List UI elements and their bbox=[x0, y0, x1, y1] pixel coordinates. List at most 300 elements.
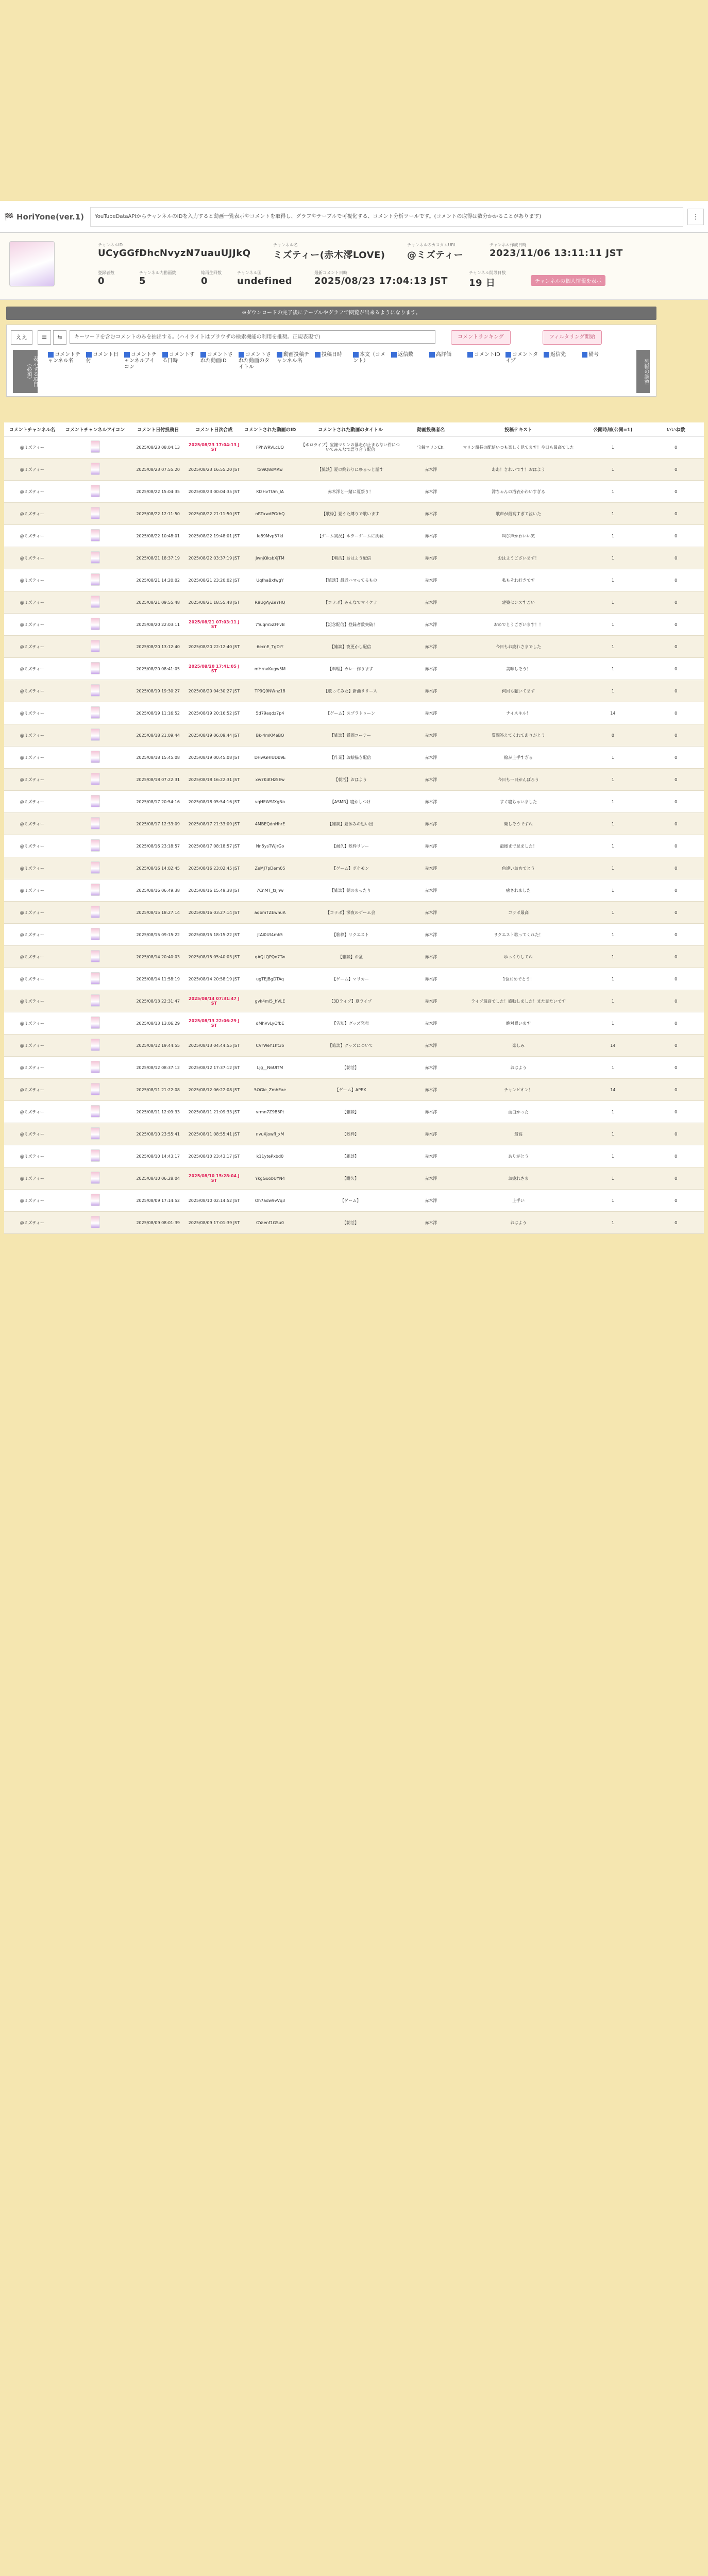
cell-likes: 0 bbox=[648, 1012, 704, 1035]
channel-avatar-icon bbox=[91, 1083, 100, 1095]
column-header[interactable]: コメント日次合成 bbox=[186, 422, 242, 436]
cell-channel-icon bbox=[60, 547, 130, 569]
checkbox-checked-icon[interactable] bbox=[86, 352, 92, 358]
cell-comment-date: 2025/08/14 11:58:19 bbox=[130, 968, 186, 990]
cell-video-title[interactable]: 【記念配信】登録者数突破！ bbox=[298, 614, 403, 636]
cell-channel-name[interactable]: @ミズティー bbox=[4, 614, 60, 636]
cell-comment-date: 2025/08/21 09:55:48 bbox=[130, 591, 186, 614]
channel-name-stat: チャンネル名 ミズティー(赤木澪LOVE) bbox=[273, 243, 385, 261]
cell-channel-name[interactable]: @ミズティー bbox=[4, 1012, 60, 1035]
cell-video-title[interactable]: 【歌枠】 bbox=[298, 1123, 403, 1145]
cell-video-title[interactable]: 【朝活】 bbox=[298, 1057, 403, 1079]
table-row bbox=[4, 1212, 704, 1234]
channel-avatar-icon bbox=[91, 507, 100, 519]
channel-avatar-icon bbox=[91, 662, 100, 674]
cell-published: 1 bbox=[578, 924, 648, 946]
channel-avatar-icon bbox=[91, 463, 100, 475]
cell-channel-icon bbox=[60, 1057, 130, 1079]
cell-video-title[interactable]: 【作業】お絵描き配信 bbox=[298, 747, 403, 769]
cell-comment-datetime: 2025/08/16 15:49:38 JST bbox=[186, 879, 242, 902]
cell-video-author: 赤木澪 bbox=[403, 924, 459, 946]
app-header bbox=[0, 201, 708, 233]
column-header[interactable]: 動画投稿者名 bbox=[403, 422, 459, 436]
cell-video-id[interactable]: vqHEWSfXgNo bbox=[242, 791, 298, 813]
table-row bbox=[4, 835, 704, 857]
cell-video-id[interactable]: nRTxwdPGrhQ bbox=[242, 503, 298, 525]
cell-comment-datetime: 2025/08/12 17:37:12 JST bbox=[186, 1057, 242, 1079]
cell-channel-name[interactable]: @ミズティー bbox=[4, 481, 60, 503]
download-notice: ※ダウンロードの完了後にテーブルやグラフで閲覧が出来るようになります。 bbox=[6, 307, 656, 320]
cell-video-id[interactable]: Bk-4mKMeBQ bbox=[242, 724, 298, 747]
cell-video-author: 赤木澪 bbox=[403, 680, 459, 702]
cell-likes: 0 bbox=[648, 835, 704, 857]
cell-video-title[interactable]: 【告知】グッズ発売 bbox=[298, 1012, 403, 1035]
checkbox-checked-icon[interactable] bbox=[124, 352, 130, 358]
channel-avatar-icon bbox=[91, 773, 100, 785]
cell-video-id[interactable]: OYaenf1GSu0 bbox=[242, 1212, 298, 1234]
cell-comment-text: 楽しそうですね bbox=[459, 813, 578, 835]
cell-video-author: 赤木澪 bbox=[403, 1212, 459, 1234]
show-private-info-button[interactable]: チャンネルの個人情報を表示 bbox=[531, 275, 605, 286]
cell-video-title[interactable]: 【雑談】朝のまったり bbox=[298, 879, 403, 902]
column-header[interactable]: コメント日付投稿日 bbox=[130, 422, 186, 436]
cell-likes: 0 bbox=[648, 902, 704, 924]
cell-channel-icon bbox=[60, 591, 130, 614]
cell-comment-date: 2025/08/16 14:02:45 bbox=[130, 857, 186, 879]
cell-video-author: 赤木澪 bbox=[403, 791, 459, 813]
checkbox-checked-icon[interactable] bbox=[391, 352, 397, 358]
cell-video-author: 赤木澪 bbox=[403, 1167, 459, 1190]
cell-comment-text: 1位おめでとう！ bbox=[459, 968, 578, 990]
cell-comment-text: 建築センスすごい bbox=[459, 591, 578, 614]
checkbox-checked-icon[interactable] bbox=[200, 352, 206, 358]
cell-video-id[interactable]: Ie89Mvp57ki bbox=[242, 525, 298, 547]
cell-channel-icon bbox=[60, 813, 130, 835]
cell-channel-icon bbox=[60, 924, 130, 946]
channel-avatar bbox=[9, 241, 55, 286]
cell-channel-name[interactable]: @ミズティー bbox=[4, 1057, 60, 1079]
cell-video-id[interactable]: Oh7adw9vVq3 bbox=[242, 1190, 298, 1212]
checkbox-checked-icon[interactable] bbox=[239, 352, 244, 358]
cell-video-id[interactable]: aqbmTZEwhuA bbox=[242, 902, 298, 924]
cell-video-title[interactable]: 【ゲーム実況】ホラーゲームに挑戦 bbox=[298, 525, 403, 547]
cell-comment-datetime: 2025/08/13 22:06:29 JST bbox=[186, 1012, 242, 1035]
channel-avatar-icon bbox=[91, 640, 100, 652]
display-item-checkbox[interactable] bbox=[467, 352, 502, 358]
cell-channel-name[interactable]: @ミズティー bbox=[4, 525, 60, 547]
cell-video-id[interactable]: 5OGie_ZmhEae bbox=[242, 1079, 298, 1101]
start-filter-button[interactable]: フィルタリング開始 bbox=[543, 330, 602, 345]
channel-avatar-icon bbox=[91, 596, 100, 608]
checkbox-label: 返信数 bbox=[398, 352, 413, 358]
cell-video-id[interactable]: Kl2HvTUm_lA bbox=[242, 481, 298, 503]
cell-published: 1 bbox=[578, 680, 648, 702]
cell-video-id[interactable]: UqfhaBxfwgY bbox=[242, 569, 298, 591]
table-row bbox=[4, 569, 704, 591]
checkbox-checked-icon[interactable] bbox=[277, 352, 282, 358]
cell-comment-text: 澪ちゃんの浴衣かわいすぎる bbox=[459, 481, 578, 503]
cell-comment-datetime: 2025/08/13 04:44:55 JST bbox=[186, 1035, 242, 1057]
cell-video-author: 赤木澪 bbox=[403, 1035, 459, 1057]
column-header[interactable]: いいね数 bbox=[648, 422, 704, 436]
cell-comment-text: お疲れさま bbox=[459, 1167, 578, 1190]
cell-comment-datetime: 2025/08/21 23:20:02 JST bbox=[186, 569, 242, 591]
cell-channel-name[interactable]: @ミズティー bbox=[4, 924, 60, 946]
cell-channel-name[interactable]: @ミズティー bbox=[4, 747, 60, 769]
cell-video-author: 赤木澪 bbox=[403, 459, 459, 481]
cell-comment-datetime: 2025/08/20 04:30:27 JST bbox=[186, 680, 242, 702]
cell-video-title[interactable]: 【コラボ】みんなでマイクラ bbox=[298, 591, 403, 614]
cell-channel-name[interactable]: @ミズティー bbox=[4, 1079, 60, 1101]
cell-video-title[interactable]: 【雑談】夏の終わりにゆるっと話す bbox=[298, 459, 403, 481]
cell-channel-name[interactable]: @ミズティー bbox=[4, 902, 60, 924]
cell-channel-name[interactable]: @ミズティー bbox=[4, 636, 60, 658]
channel-avatar-icon bbox=[91, 1105, 100, 1117]
cell-video-id[interactable]: dMhVvLyOfbE bbox=[242, 1012, 298, 1035]
cell-video-id[interactable]: tx9iQ8sMAw bbox=[242, 459, 298, 481]
cell-channel-name[interactable]: @ミズティー bbox=[4, 658, 60, 680]
cell-channel-icon bbox=[60, 702, 130, 724]
list-icon[interactable]: ☰ bbox=[38, 330, 51, 345]
cell-video-title[interactable]: 【3Dライブ】夏ライブ bbox=[298, 990, 403, 1012]
cell-published: 1 bbox=[578, 769, 648, 791]
views-stat: 総再生回数 0 bbox=[201, 270, 222, 286]
cell-comment-date: 2025/08/15 09:15:22 bbox=[130, 924, 186, 946]
cell-channel-name[interactable]: @ミズティー bbox=[4, 1212, 60, 1234]
cell-video-title[interactable]: 【歌枠】リクエスト bbox=[298, 924, 403, 946]
cell-video-title[interactable]: 【雑談】夏休みの思い出 bbox=[298, 813, 403, 835]
cell-video-title[interactable]: 【朝活】 bbox=[298, 1212, 403, 1234]
cell-likes: 0 bbox=[648, 569, 704, 591]
cell-video-id[interactable]: CVrWeY1ht3o bbox=[242, 1035, 298, 1057]
cell-comment-datetime: 2025/08/18 16:22:31 JST bbox=[186, 769, 242, 791]
checkbox-checked-icon[interactable] bbox=[582, 352, 587, 358]
channel-avatar-icon bbox=[91, 1061, 100, 1073]
checkbox-checked-icon[interactable] bbox=[505, 352, 511, 358]
cell-channel-name[interactable]: @ミズティー bbox=[4, 680, 60, 702]
checkbox-checked-icon[interactable] bbox=[467, 352, 473, 358]
cell-video-id[interactable]: 7CnMT_fzjhw bbox=[242, 879, 298, 902]
cell-likes: 0 bbox=[648, 481, 704, 503]
channel-avatar-icon bbox=[91, 529, 100, 541]
cell-published: 1 bbox=[578, 436, 648, 459]
table-body bbox=[4, 436, 704, 1234]
cell-channel-name[interactable]: @ミズティー bbox=[4, 1123, 60, 1145]
cell-likes: 0 bbox=[648, 1145, 704, 1167]
cell-channel-icon bbox=[60, 835, 130, 857]
table-row bbox=[4, 525, 704, 547]
cell-comment-text: 上手い bbox=[459, 1190, 578, 1212]
cell-likes: 0 bbox=[648, 1212, 704, 1234]
checkbox-checked-icon[interactable] bbox=[162, 352, 168, 358]
cell-video-title[interactable]: 【ホロライブ】宝鐘マリンの暴走が止まらない件についてみんなで語り合う配信 bbox=[298, 436, 403, 459]
cell-comment-datetime: 2025/08/11 08:55:41 JST bbox=[186, 1123, 242, 1145]
cell-published: 1 bbox=[578, 658, 648, 680]
cell-video-id[interactable]: Ljg__N6UlTM bbox=[242, 1057, 298, 1079]
cell-likes: 0 bbox=[648, 769, 704, 791]
channel-avatar-icon bbox=[91, 706, 100, 719]
cell-likes: 0 bbox=[648, 547, 704, 569]
cell-channel-name[interactable]: @ミズティー bbox=[4, 459, 60, 481]
table-row bbox=[4, 747, 704, 769]
cell-channel-name[interactable]: @ミズティー bbox=[4, 569, 60, 591]
cell-channel-icon bbox=[60, 968, 130, 990]
display-item-checkbox[interactable] bbox=[353, 352, 388, 364]
display-item-checkbox[interactable] bbox=[582, 352, 617, 358]
cell-channel-icon bbox=[60, 1190, 130, 1212]
cell-channel-name[interactable]: @ミズティー bbox=[4, 813, 60, 835]
cell-video-id[interactable]: 6ecnE_TgDiY bbox=[242, 636, 298, 658]
cell-channel-name[interactable]: @ミズティー bbox=[4, 1167, 60, 1190]
cell-video-title[interactable]: 【雑談】夜更かし配信 bbox=[298, 636, 403, 658]
table-row bbox=[4, 1101, 704, 1123]
cell-video-author: 赤木澪 bbox=[403, 879, 459, 902]
cell-video-id[interactable]: xw7KdtHz5Ew bbox=[242, 769, 298, 791]
channel-created-value: 2023/11/06 13:11:11 JST bbox=[490, 248, 623, 259]
search-input[interactable]: キーワードを含むコメントのみを抽出する。(ハイライトはブラウザの検索機能の利用を推奨。正規表現で) bbox=[70, 330, 435, 344]
cell-video-author: 赤木澪 bbox=[403, 525, 459, 547]
menu-icon[interactable]: ⋮ bbox=[687, 209, 704, 225]
cell-comment-datetime: 2025/08/16 23:02:45 JST bbox=[186, 857, 242, 879]
cell-video-title[interactable]: 【耐久】歌枠リレー bbox=[298, 835, 403, 857]
column-header[interactable]: コメントチャンネルアイコン bbox=[60, 422, 130, 436]
cell-channel-name[interactable]: @ミズティー bbox=[4, 591, 60, 614]
cell-published: 1 bbox=[578, 902, 648, 924]
cell-channel-name[interactable]: @ミズティー bbox=[4, 702, 60, 724]
cell-comment-datetime: 2025/08/10 02:14:52 JST bbox=[186, 1190, 242, 1212]
channel-avatar-icon bbox=[91, 994, 100, 1007]
cell-video-id[interactable]: jtAi0Ut4mk5 bbox=[242, 924, 298, 946]
cell-comment-text: 絶対買います bbox=[459, 1012, 578, 1035]
cell-channel-icon bbox=[60, 636, 130, 658]
cell-channel-name[interactable]: @ミズティー bbox=[4, 990, 60, 1012]
cell-channel-name[interactable]: @ミズティー bbox=[4, 879, 60, 902]
cell-channel-name[interactable]: @ミズティー bbox=[4, 503, 60, 525]
cell-video-title[interactable]: 【ASMR】寝かしつけ bbox=[298, 791, 403, 813]
checkbox-label: 高評価 bbox=[436, 352, 451, 358]
cell-channel-name[interactable]: @ミズティー bbox=[4, 946, 60, 968]
cell-video-id[interactable]: YkgGuobUYN4 bbox=[242, 1167, 298, 1190]
display-item-checkbox[interactable] bbox=[429, 352, 464, 358]
display-item-checkbox[interactable] bbox=[391, 352, 426, 358]
cell-channel-name[interactable]: @ミズティー bbox=[4, 1035, 60, 1057]
cell-channel-icon bbox=[60, 481, 130, 503]
table-row bbox=[4, 1035, 704, 1057]
cell-comment-text: ナイスキル！ bbox=[459, 702, 578, 724]
table-row bbox=[4, 724, 704, 747]
cell-published: 1 bbox=[578, 990, 648, 1012]
cell-comment-date: 2025/08/12 19:44:55 bbox=[130, 1035, 186, 1057]
cell-comment-datetime: 2025/08/09 17:01:39 JST bbox=[186, 1212, 242, 1234]
table-row bbox=[4, 1145, 704, 1167]
cell-video-author: 赤木澪 bbox=[403, 902, 459, 924]
cell-video-title[interactable]: 【ゲーム】マリカー bbox=[298, 968, 403, 990]
cell-video-title[interactable]: 【ゲーム】スプラトゥーン bbox=[298, 702, 403, 724]
cell-channel-name[interactable]: @ミズティー bbox=[4, 436, 60, 459]
cell-video-title[interactable]: 【雑談】 bbox=[298, 1101, 403, 1123]
cell-channel-icon bbox=[60, 614, 130, 636]
cell-video-title[interactable]: 【雑談】グッズについて bbox=[298, 1035, 403, 1057]
cell-comment-date: 2025/08/10 14:43:17 bbox=[130, 1145, 186, 1167]
cell-comment-date: 2025/08/22 12:11:50 bbox=[130, 503, 186, 525]
comment-ranking-button[interactable]: コメントランキング bbox=[451, 330, 511, 345]
cell-channel-icon bbox=[60, 1212, 130, 1234]
cell-video-title[interactable]: 【ゲーム】APEX bbox=[298, 1079, 403, 1101]
checkbox-label: コメントする日時 bbox=[162, 352, 195, 364]
display-item-checkbox[interactable] bbox=[544, 352, 579, 358]
table-row bbox=[4, 1057, 704, 1079]
table-row bbox=[4, 658, 704, 680]
checkbox-label: コメントチャンネル名 bbox=[48, 352, 80, 364]
checkbox-label: コメントされた動画のタイトル bbox=[239, 352, 271, 370]
cell-channel-icon bbox=[60, 525, 130, 547]
cell-video-title[interactable]: 【朝活】おはよう配信 bbox=[298, 547, 403, 569]
display-item-checkbox[interactable] bbox=[505, 352, 541, 364]
channel-avatar-icon bbox=[91, 1216, 100, 1228]
cell-channel-name[interactable]: @ミズティー bbox=[4, 724, 60, 747]
display-item-checkbox[interactable] bbox=[200, 352, 235, 364]
column-header[interactable]: コメントチャンネル名 bbox=[4, 422, 60, 436]
checkbox-checked-icon[interactable] bbox=[353, 352, 359, 358]
cell-channel-name[interactable]: @ミズティー bbox=[4, 835, 60, 857]
cell-video-id[interactable]: FPhWRVLcUQ bbox=[242, 436, 298, 459]
cell-video-title[interactable]: 【歌ってみた】新曲リリース bbox=[298, 680, 403, 702]
cell-video-title[interactable]: 【雑談】お盆 bbox=[298, 946, 403, 968]
cell-video-id[interactable]: JwnjQksbXjTM bbox=[242, 547, 298, 569]
display-item-checkbox[interactable] bbox=[315, 352, 350, 358]
checkbox-checked-icon[interactable] bbox=[48, 352, 54, 358]
cell-video-title[interactable]: 【歌枠】夏うた縛りで歌います bbox=[298, 503, 403, 525]
cell-video-title[interactable]: 【雑談】 bbox=[298, 1145, 403, 1167]
cell-video-title[interactable]: 【コラボ】深夜のゲーム会 bbox=[298, 902, 403, 924]
cell-video-id[interactable]: mHrnvKugw5M bbox=[242, 658, 298, 680]
cell-comment-text: 歌声が最高すぎて泣いた bbox=[459, 503, 578, 525]
display-item-checkbox[interactable] bbox=[48, 352, 83, 364]
cell-channel-name[interactable]: @ミズティー bbox=[4, 547, 60, 569]
cell-video-title[interactable]: 【耐久】 bbox=[298, 1167, 403, 1190]
cell-video-id[interactable]: 5d79aqdz7p4 bbox=[242, 702, 298, 724]
cell-video-title[interactable]: 【雑談】最近ハマってるもの bbox=[298, 569, 403, 591]
cell-video-id[interactable]: Nn5ysTWJrGo bbox=[242, 835, 298, 857]
cell-channel-name[interactable]: @ミズティー bbox=[4, 769, 60, 791]
channel-avatar-icon bbox=[91, 1172, 100, 1184]
cell-channel-name[interactable]: @ミズティー bbox=[4, 791, 60, 813]
cell-published: 1 bbox=[578, 835, 648, 857]
cell-channel-icon bbox=[60, 902, 130, 924]
table-row bbox=[4, 503, 704, 525]
channel-avatar-icon bbox=[91, 928, 100, 940]
cell-video-id[interactable]: 7Yuqm5ZFFvB bbox=[242, 614, 298, 636]
checkbox-label: 動画投稿チャンネル名 bbox=[277, 352, 309, 364]
display-item-checkbox[interactable] bbox=[239, 352, 274, 370]
cell-video-title[interactable]: 【雑談】質問コーナー bbox=[298, 724, 403, 747]
cell-comment-date: 2025/08/21 14:20:02 bbox=[130, 569, 186, 591]
cell-comment-text: チャンピオン！ bbox=[459, 1079, 578, 1101]
cell-video-author: 赤木澪 bbox=[403, 1145, 459, 1167]
table-row bbox=[4, 968, 704, 990]
checkbox-checked-icon[interactable] bbox=[544, 352, 549, 358]
cell-video-id[interactable]: k11ytePxbd0 bbox=[242, 1145, 298, 1167]
cell-video-id[interactable]: nvuXjowfl_xM bbox=[242, 1123, 298, 1145]
cell-channel-name[interactable]: @ミズティー bbox=[4, 1190, 60, 1212]
cell-comment-datetime: 2025/08/15 18:15:22 JST bbox=[186, 924, 242, 946]
cell-comment-text: コラボ最高 bbox=[459, 902, 578, 924]
column-header[interactable]: 投稿テキスト bbox=[459, 422, 578, 436]
cell-likes: 0 bbox=[648, 791, 704, 813]
cell-comment-date: 2025/08/20 22:03:11 bbox=[130, 614, 186, 636]
cell-comment-text: 色違いおめでとう bbox=[459, 857, 578, 879]
cell-likes: 0 bbox=[648, 1190, 704, 1212]
cell-video-id[interactable]: 4MBEQdnHhrE bbox=[242, 813, 298, 835]
app-description: YouTubeDataAPIからチャンネルのIDを入力すると動画一覧表示やコメントを取得し、グラフやテーブルで可視化する、コメント分析ツールです。(コメントの取得は数分かかることがあります) bbox=[90, 207, 683, 227]
checkbox-checked-icon[interactable] bbox=[429, 352, 435, 358]
cell-channel-name[interactable]: @ミズティー bbox=[4, 857, 60, 879]
column-header[interactable]: 公開時刻(公開=1) bbox=[578, 422, 648, 436]
display-item-checkbox[interactable] bbox=[277, 352, 312, 364]
cell-channel-name[interactable]: @ミズティー bbox=[4, 968, 60, 990]
cell-published: 1 bbox=[578, 1145, 648, 1167]
cell-video-title[interactable]: 【ゲーム】 bbox=[298, 1190, 403, 1212]
column-header[interactable]: コメントされた動画のタイトル bbox=[298, 422, 403, 436]
table-row bbox=[4, 879, 704, 902]
cell-channel-icon bbox=[60, 1012, 130, 1035]
cell-video-id[interactable]: ZeMJ7pDem05 bbox=[242, 857, 298, 879]
cell-video-id[interactable]: TP9Q9NWnz18 bbox=[242, 680, 298, 702]
cell-video-id[interactable]: DHwGHIUDb9E bbox=[242, 747, 298, 769]
cell-comment-text: 何回も聴いてます bbox=[459, 680, 578, 702]
cell-comment-text: 楽しみ bbox=[459, 1035, 578, 1057]
cell-video-title[interactable]: 赤木澪と一緒に夏祭り！ bbox=[298, 481, 403, 503]
cell-likes: 0 bbox=[648, 1101, 704, 1123]
cell-published: 1 bbox=[578, 879, 648, 902]
cell-channel-icon bbox=[60, 569, 130, 591]
cell-channel-icon bbox=[60, 1079, 130, 1101]
table-row bbox=[4, 946, 704, 968]
cell-video-title[interactable]: 【ゲーム】ポケモン bbox=[298, 857, 403, 879]
cell-channel-name[interactable]: @ミズティー bbox=[4, 1101, 60, 1123]
cell-comment-date: 2025/08/23 07:55:20 bbox=[130, 459, 186, 481]
column-header[interactable]: コメントされた動画のID bbox=[242, 422, 298, 436]
cell-published: 1 bbox=[578, 1057, 648, 1079]
checkbox-checked-icon[interactable] bbox=[315, 352, 321, 358]
cell-likes: 0 bbox=[648, 1035, 704, 1057]
cell-comment-datetime: 2025/08/19 00:45:08 JST bbox=[186, 747, 242, 769]
cell-video-title[interactable]: 【朝活】おはよう bbox=[298, 769, 403, 791]
cell-video-id[interactable]: ugTEJBgDTAq bbox=[242, 968, 298, 990]
cell-video-author: 赤木澪 bbox=[403, 1190, 459, 1212]
cell-video-title[interactable]: 【料理】カレー作ります bbox=[298, 658, 403, 680]
table-row bbox=[4, 857, 704, 879]
cell-video-id[interactable]: gvk4ml5_hVLE bbox=[242, 990, 298, 1012]
cell-video-id[interactable]: qAQLQPQo7Tw bbox=[242, 946, 298, 968]
cell-published: 1 bbox=[578, 1212, 648, 1234]
cell-video-id[interactable]: vrmn7Z9B5Pt bbox=[242, 1101, 298, 1123]
swap-icon[interactable]: ⇆ bbox=[53, 330, 66, 345]
display-item-checkbox[interactable] bbox=[162, 352, 197, 364]
cell-likes: 0 bbox=[648, 680, 704, 702]
cell-likes: 0 bbox=[648, 1079, 704, 1101]
keyword-box[interactable]: ええ bbox=[11, 330, 32, 345]
cell-channel-icon bbox=[60, 990, 130, 1012]
cell-published: 1 bbox=[578, 636, 648, 658]
cell-video-id[interactable]: R9UgAyZeYHQ bbox=[242, 591, 298, 614]
cell-comment-date: 2025/08/16 06:49:38 bbox=[130, 879, 186, 902]
cell-comment-datetime: 2025/08/21 07:03:11 JST bbox=[186, 614, 242, 636]
display-item-checkbox[interactable] bbox=[124, 352, 159, 370]
cell-channel-name[interactable]: @ミズティー bbox=[4, 1145, 60, 1167]
display-item-checkbox[interactable] bbox=[86, 352, 121, 364]
channel-avatar-icon bbox=[91, 751, 100, 763]
